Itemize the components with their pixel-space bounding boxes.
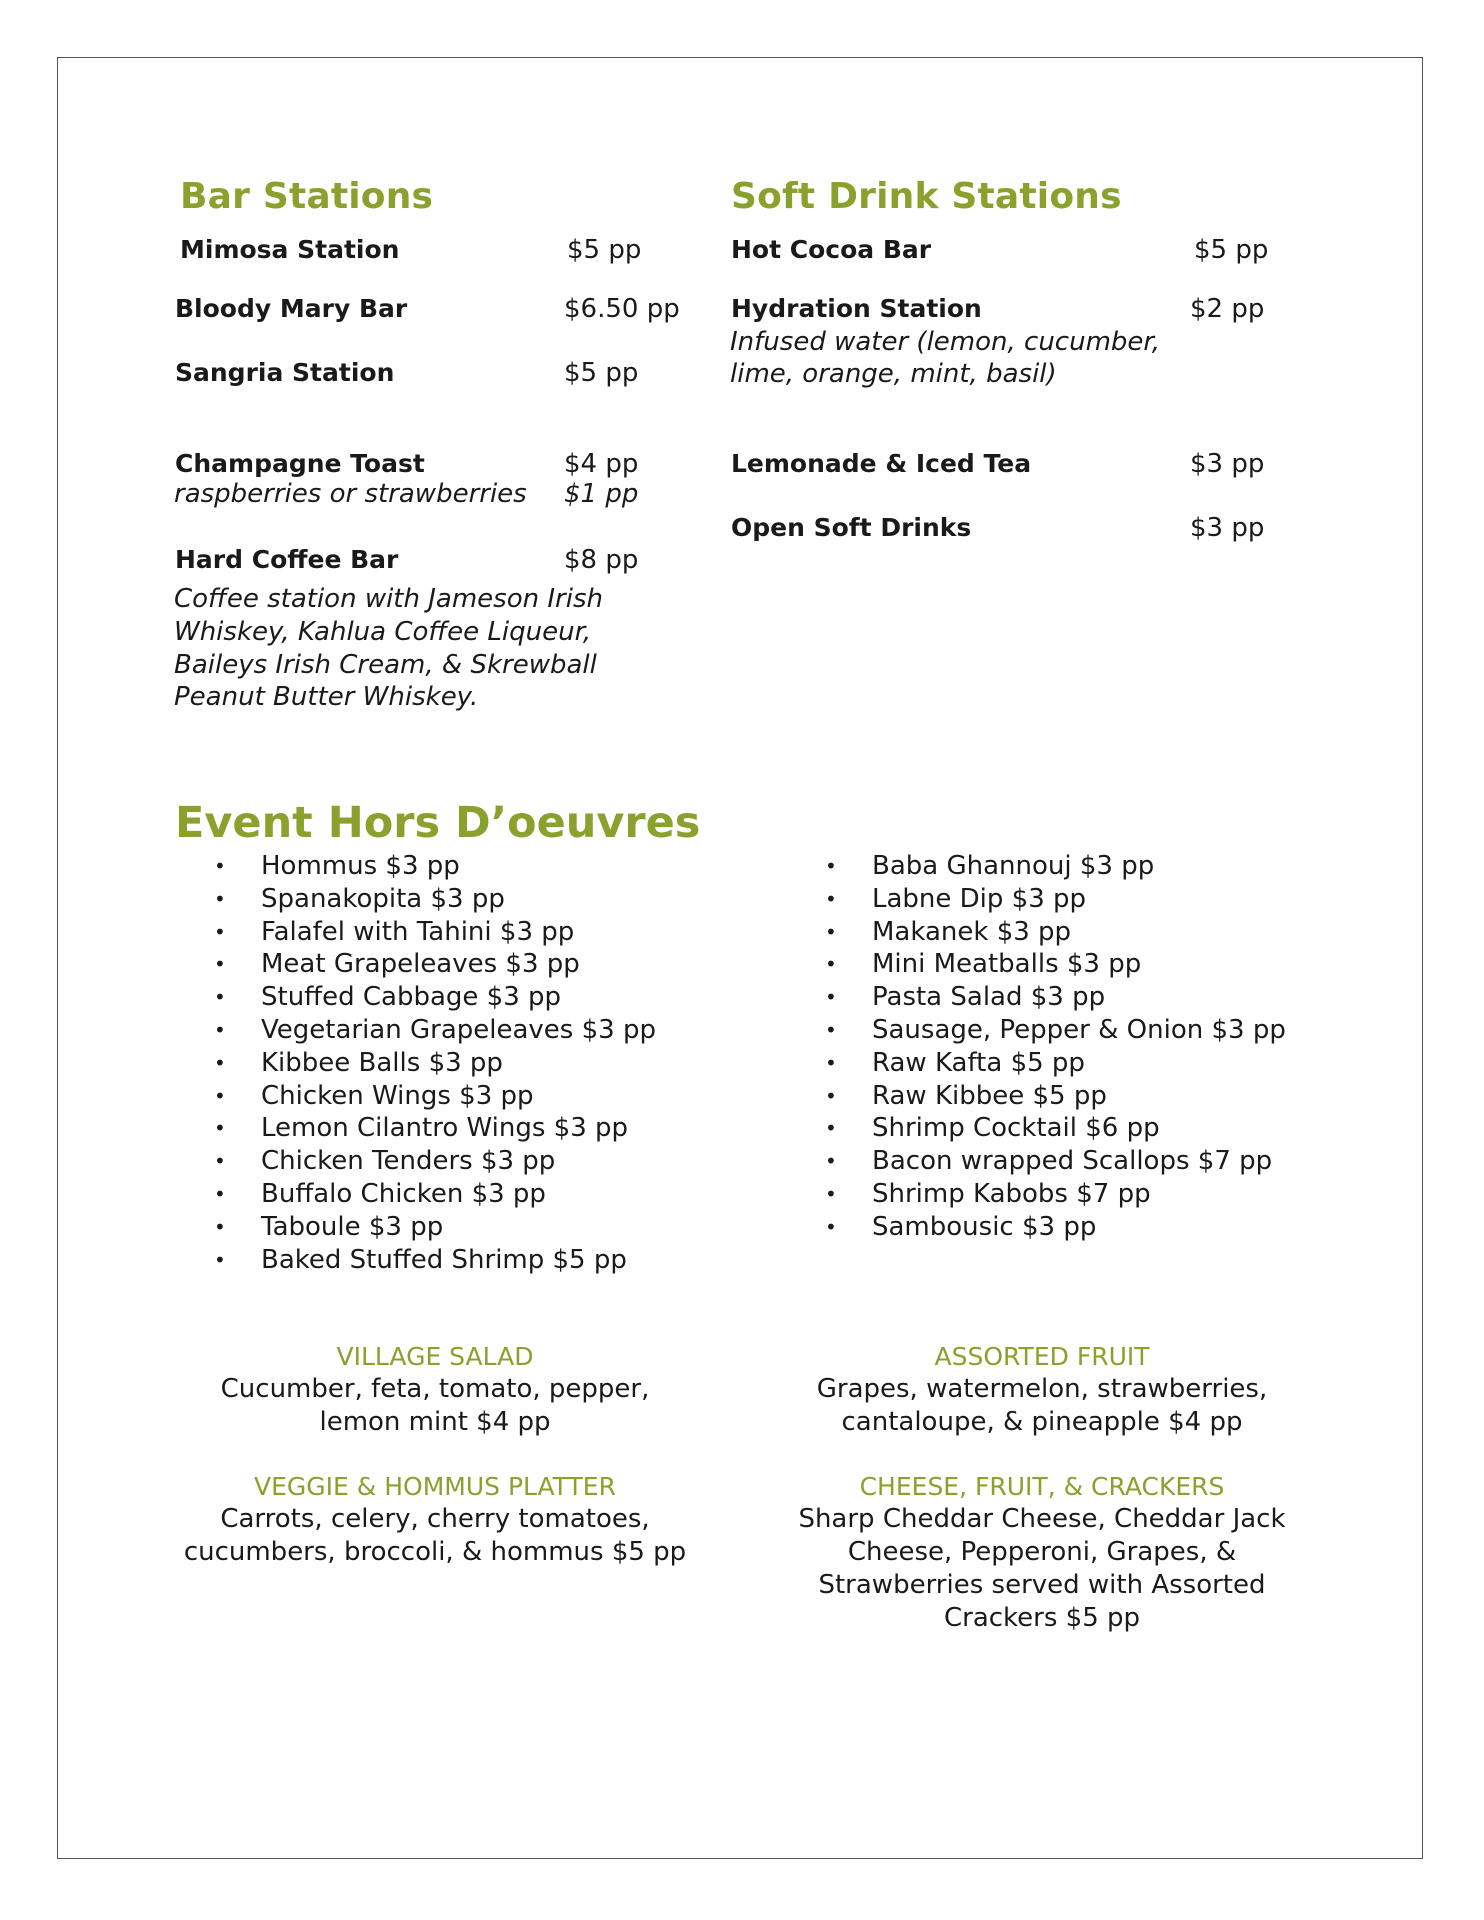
village-salad-platter bbox=[160, 1340, 710, 1439]
bullet-icon: • bbox=[825, 919, 837, 944]
bloody-mary-bar-name: Bloody Mary Bar bbox=[175, 294, 408, 323]
hors-doeuvres-item bbox=[214, 1112, 656, 1145]
bar-stations-heading: Bar Stations bbox=[180, 176, 434, 217]
hors-doeuvres-item-label: Raw Kafta $5 pp bbox=[872, 1047, 1085, 1078]
bullet-icon: • bbox=[214, 952, 226, 977]
bullet-icon: • bbox=[825, 1116, 837, 1141]
bloody-mary-bar-price: $6.50 pp bbox=[564, 294, 680, 324]
hors-doeuvres-item bbox=[825, 1112, 1286, 1145]
bullet-icon: • bbox=[214, 1083, 226, 1108]
hydration-desc-line: Infused water (lemon, cucumber, bbox=[730, 327, 1160, 357]
bullet-icon: • bbox=[825, 1050, 837, 1075]
hors-doeuvres-item bbox=[214, 1178, 656, 1211]
hors-doeuvres-item bbox=[214, 1014, 656, 1047]
hors-doeuvres-item bbox=[825, 948, 1286, 981]
hydration-desc-line: lime, orange, mint, basil) bbox=[730, 359, 1057, 389]
bullet-icon: • bbox=[214, 886, 226, 911]
bullet-icon: • bbox=[214, 1214, 226, 1239]
hors-doeuvres-item-label: Bacon wrapped Scallops $7 pp bbox=[872, 1146, 1273, 1177]
sangria-station-name: Sangria Station bbox=[175, 358, 395, 387]
bullet-icon: • bbox=[825, 1083, 837, 1108]
hors-doeuvres-item-label: Chicken Tenders $3 pp bbox=[261, 1146, 556, 1177]
hors-doeuvres-item-label: Makanek $3 pp bbox=[872, 916, 1072, 947]
lemonade-iced-tea-price: $3 pp bbox=[1190, 449, 1265, 479]
bullet-icon: • bbox=[214, 1017, 226, 1042]
hors-doeuvres-list-right bbox=[825, 850, 1286, 1244]
hors-doeuvres-item bbox=[825, 916, 1286, 949]
hard-coffee-bar-name: Hard Coffee Bar bbox=[175, 545, 399, 574]
hors-doeuvres-item bbox=[214, 1080, 656, 1113]
hors-doeuvres-item-label: Kibbee Balls $3 pp bbox=[261, 1047, 503, 1078]
bullet-icon: • bbox=[825, 985, 837, 1010]
assorted-fruit-platter bbox=[767, 1340, 1317, 1439]
hors-doeuvres-item-label: Taboule $3 pp bbox=[261, 1211, 444, 1242]
cheese-fruit-crackers-platter bbox=[767, 1470, 1317, 1635]
bullet-icon: • bbox=[214, 1149, 226, 1174]
hors-doeuvres-item bbox=[825, 883, 1286, 916]
bullet-icon: • bbox=[825, 1149, 837, 1174]
hors-doeuvres-item bbox=[214, 1047, 656, 1080]
platter-title: VILLAGE SALAD bbox=[336, 1342, 534, 1371]
platter-desc: Carrots, celery, cherry tomatoes, cucumbers, broccoli, & hommus $5 pp bbox=[183, 1504, 687, 1567]
open-soft-drinks-price: $3 pp bbox=[1190, 513, 1265, 543]
bullet-icon: • bbox=[825, 952, 837, 977]
lemonade-iced-tea-name: Lemonade & Iced Tea bbox=[731, 449, 1032, 478]
hors-doeuvres-item bbox=[825, 1080, 1286, 1113]
champagne-addon-text: raspberries or strawberries bbox=[174, 479, 527, 509]
hors-doeuvres-item-label: Baba Ghannouj $3 pp bbox=[872, 851, 1155, 881]
hors-doeuvres-item-label: Raw Kibbee $5 pp bbox=[872, 1080, 1107, 1111]
hors-doeuvres-item-label: Shrimp Kabobs $7 pp bbox=[872, 1178, 1151, 1209]
hors-doeuvres-item-label: Pasta Salad $3 pp bbox=[872, 982, 1106, 1013]
hydration-station-price: $2 pp bbox=[1190, 294, 1265, 324]
hors-doeuvres-item bbox=[214, 1211, 656, 1244]
platter-desc: Grapes, watermelon, strawberries, cantaloupe, & pineapple $4 pp bbox=[816, 1374, 1268, 1437]
hot-cocoa-bar-name: Hot Cocoa Bar bbox=[731, 235, 932, 264]
hors-doeuvres-item bbox=[214, 981, 656, 1014]
hors-doeuvres-list-left bbox=[214, 850, 656, 1276]
bullet-icon: • bbox=[214, 919, 226, 944]
hors-doeuvres-item bbox=[214, 1244, 656, 1277]
champagne-toast-name: Champagne Toast bbox=[175, 449, 425, 478]
hors-doeuvres-item-label: Labne Dip $3 pp bbox=[872, 883, 1087, 914]
hors-doeuvres-item bbox=[825, 1145, 1286, 1178]
bullet-icon: • bbox=[825, 1181, 837, 1206]
platter-title: VEGGIE & HOMMUS PLATTER bbox=[254, 1472, 616, 1501]
hors-doeuvres-item bbox=[825, 850, 1286, 883]
platter-title: CHEESE, FRUIT, & CRACKERS bbox=[859, 1472, 1225, 1501]
hors-doeuvres-item-label: Vegetarian Grapeleaves $3 pp bbox=[261, 1014, 656, 1045]
hors-doeuvres-item bbox=[825, 981, 1286, 1014]
hors-doeuvres-item bbox=[214, 883, 656, 916]
bullet-icon: • bbox=[214, 1050, 226, 1075]
hors-doeuvres-item bbox=[825, 1178, 1286, 1211]
sangria-station-price: $5 pp bbox=[564, 358, 639, 388]
platter-desc: Cucumber, feta, tomato, pepper, lemon mint $4 pp bbox=[220, 1374, 650, 1437]
mimosa-station-name: Mimosa Station bbox=[180, 235, 400, 264]
bullet-icon: • bbox=[214, 1116, 226, 1141]
hard-coffee-desc-line: Peanut Butter Whiskey. bbox=[174, 682, 479, 712]
bullet-icon: • bbox=[214, 854, 226, 878]
hard-coffee-desc-line: Coffee station with Jameson Irish bbox=[174, 584, 603, 614]
hors-doeuvres-item bbox=[825, 1047, 1286, 1080]
hors-doeuvres-item-label: Spanakopita $3 pp bbox=[261, 883, 505, 914]
hors-doeuvres-item-label: Hommus $3 pp bbox=[261, 851, 460, 881]
hors-doeuvres-item-label: Sambousic $3 pp bbox=[872, 1211, 1097, 1242]
hors-doeuvres-item-label: Chicken Wings $3 pp bbox=[261, 1080, 534, 1111]
open-soft-drinks-name: Open Soft Drinks bbox=[731, 513, 972, 542]
hot-cocoa-bar-price: $5 pp bbox=[1194, 235, 1269, 265]
hors-doeuvres-item-label: Sausage, Pepper & Onion $3 pp bbox=[872, 1014, 1286, 1045]
hors-doeuvres-item-label: Meat Grapeleaves $3 pp bbox=[261, 949, 580, 980]
hydration-station-name: Hydration Station bbox=[731, 294, 982, 323]
bullet-icon: • bbox=[825, 886, 837, 911]
bullet-icon: • bbox=[214, 985, 226, 1010]
hors-doeuvres-item-label: Shrimp Cocktail $6 pp bbox=[872, 1113, 1160, 1144]
hors-doeuvres-item-label: Buffalo Chicken $3 pp bbox=[261, 1178, 546, 1209]
bullet-icon: • bbox=[214, 1247, 226, 1272]
hard-coffee-bar-price: $8 pp bbox=[564, 545, 639, 575]
hors-doeuvres-item bbox=[825, 1211, 1286, 1244]
champagne-toast-price: $4 pp bbox=[564, 449, 639, 479]
hors-doeuvres-item bbox=[825, 1014, 1286, 1047]
bullet-icon: • bbox=[825, 1017, 837, 1042]
bullet-icon: • bbox=[825, 854, 837, 878]
platter-title: ASSORTED FRUIT bbox=[934, 1342, 1150, 1371]
hors-doeuvres-item-label: Falafel with Tahini $3 pp bbox=[261, 916, 575, 947]
hors-doeuvres-item bbox=[214, 1145, 656, 1178]
hard-coffee-desc-line: Whiskey, Kahlua Coffee Liqueur, bbox=[174, 617, 592, 647]
bullet-icon: • bbox=[214, 1181, 226, 1206]
champagne-addon-price: $1 pp bbox=[564, 479, 639, 509]
hors-doeuvres-item-label: Baked Stuffed Shrimp $5 pp bbox=[261, 1244, 627, 1275]
soft-drink-stations-heading: Soft Drink Stations bbox=[731, 176, 1122, 217]
veggie-hommus-platter bbox=[160, 1470, 710, 1569]
bullet-icon: • bbox=[825, 1214, 837, 1239]
hard-coffee-desc-line: Baileys Irish Cream, & Skrewball bbox=[174, 650, 597, 680]
hors-doeuvres-item-label: Lemon Cilantro Wings $3 pp bbox=[261, 1113, 629, 1144]
mimosa-station-price: $5 pp bbox=[567, 235, 642, 265]
hors-doeuvres-item bbox=[214, 850, 656, 883]
hors-doeuvres-item-label: Mini Meatballs $3 pp bbox=[872, 949, 1142, 980]
hors-doeuvres-item bbox=[214, 948, 656, 981]
platter-desc: Sharp Cheddar Cheese, Cheddar Jack Cheese, Pepperoni, Grapes, & Strawberries served with Assorted Crackers $5 pp bbox=[798, 1504, 1286, 1633]
hors-doeuvres-item-label: Stuffed Cabbage $3 pp bbox=[261, 982, 562, 1013]
hors-doeuvres-item bbox=[214, 916, 656, 949]
hors-doeuvres-heading: Event Hors D’oeuvres bbox=[175, 798, 701, 848]
